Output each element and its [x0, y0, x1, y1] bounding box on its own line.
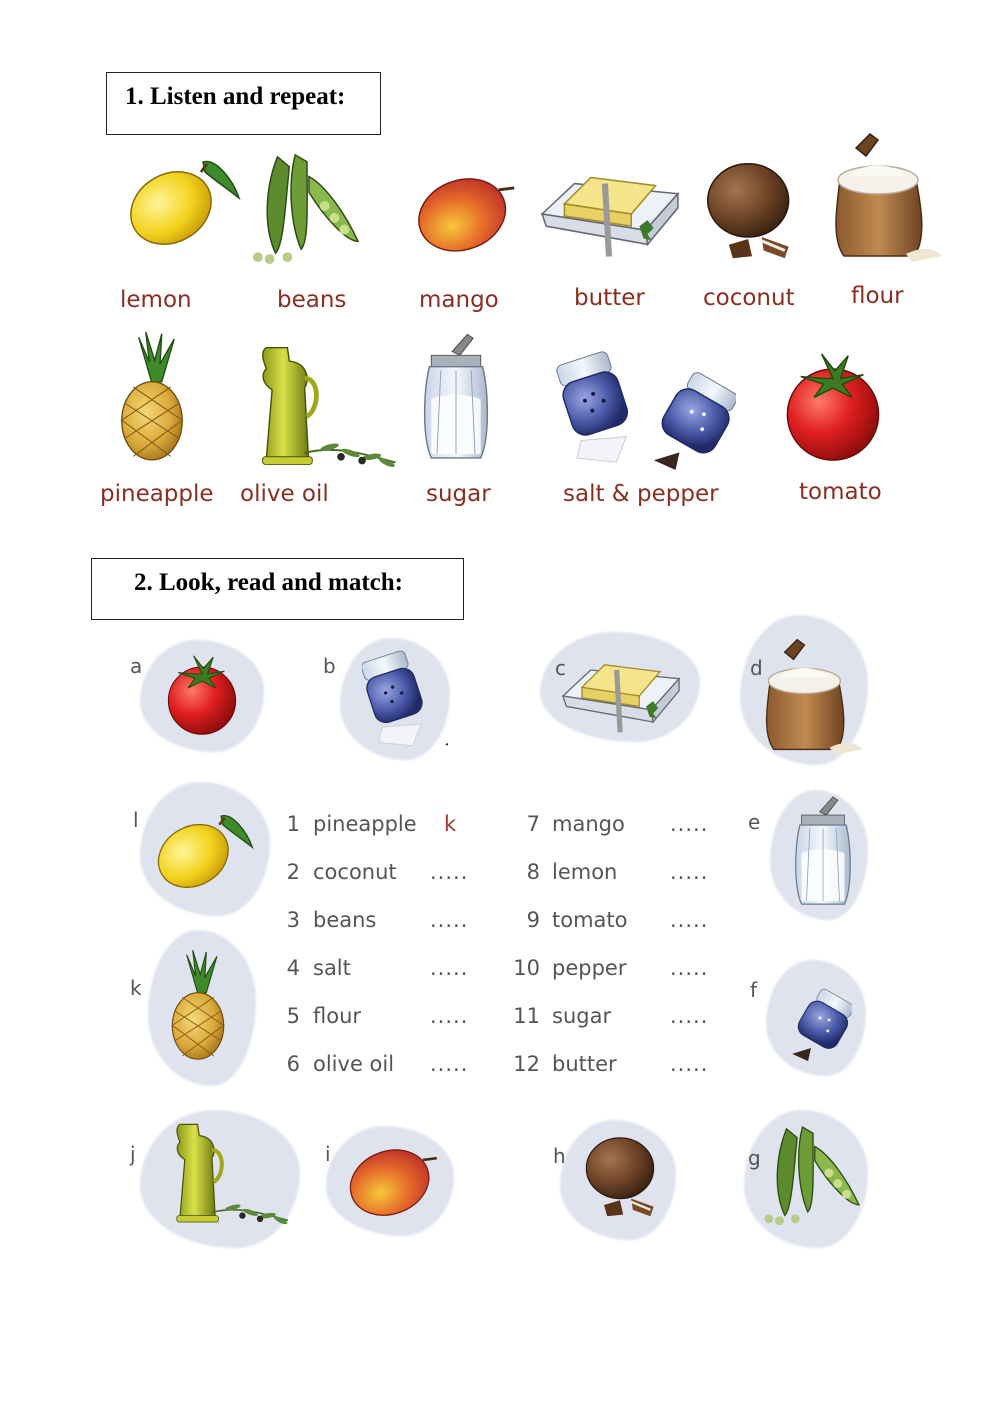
vocab-label-flour: flour	[851, 283, 904, 309]
mango-picture	[414, 168, 520, 256]
pineapple-picture	[112, 322, 192, 468]
picture-d-flour	[750, 636, 866, 762]
lemon-picture	[120, 150, 242, 250]
picture-letter-a: a	[130, 654, 143, 678]
picture-a-tomato	[160, 650, 244, 740]
coconut-picture	[700, 158, 806, 264]
match-number: 4	[286, 956, 300, 980]
match-word: pepper	[552, 956, 627, 980]
match-number: 9	[526, 908, 540, 932]
match-number: 11	[513, 1004, 540, 1028]
match-answer[interactable]: .....	[670, 908, 709, 932]
section2-heading-text: 2. Look, read and match:	[134, 569, 404, 596]
flour-picture	[822, 130, 942, 270]
match-answer[interactable]: .....	[670, 1004, 709, 1028]
match-number: 10	[513, 956, 540, 980]
match-word: mango	[552, 812, 625, 836]
match-answer[interactable]: .....	[670, 1052, 709, 1076]
vocab-label-beans: beans	[277, 287, 347, 313]
picture-letter-d: d	[750, 656, 763, 680]
match-answer[interactable]: .....	[670, 860, 709, 884]
picture-l-lemon	[150, 800, 254, 898]
picture-f-pepper	[774, 984, 864, 1064]
picture-letter-c: c	[555, 656, 566, 680]
match-number: 1	[286, 812, 300, 836]
match-answer[interactable]: .....	[430, 860, 469, 884]
picture-letter-f: f	[750, 978, 758, 1002]
picture-g-beans	[760, 1114, 866, 1232]
match-number: 3	[286, 908, 300, 932]
section1-heading-text: 1. Listen and repeat:	[125, 83, 346, 110]
match-number: 2	[286, 860, 300, 884]
vocab-label-pineapple: pineapple	[100, 481, 214, 507]
tomato-picture	[776, 344, 890, 470]
match-answer[interactable]: .....	[430, 908, 469, 932]
picture-h-coconut	[580, 1130, 668, 1224]
vocab-label-coconut: coconut	[703, 285, 795, 311]
vocab-label-mango: mango	[419, 287, 499, 313]
vocab-label-olive-oil: olive oil	[240, 481, 329, 507]
match-word: lemon	[552, 860, 618, 884]
picture-letter-e: e	[748, 810, 761, 834]
vocab-label-salt-pepper: salt & pepper	[563, 481, 719, 507]
picture-j-olive-oil	[150, 1118, 298, 1230]
match-answer[interactable]: .....	[670, 812, 709, 836]
vocab-label-lemon: lemon	[120, 287, 192, 313]
match-word: flour	[313, 1004, 362, 1028]
picture-e-sugar	[790, 792, 856, 914]
picture-letter-h: h	[553, 1144, 566, 1168]
picture-letter-j: j	[130, 1142, 136, 1166]
picture-letter-l: l	[133, 808, 139, 832]
match-number: 7	[526, 812, 540, 836]
match-answer[interactable]: .....	[430, 956, 469, 980]
picture-i-mango	[346, 1140, 442, 1220]
picture-letter-g: g	[748, 1146, 761, 1170]
match-number: 6	[286, 1052, 300, 1076]
match-word: tomato	[552, 908, 628, 932]
salt-and-pepper-picture	[556, 346, 736, 474]
match-word: olive oil	[313, 1052, 395, 1076]
match-word: coconut	[313, 860, 397, 884]
match-word: sugar	[552, 1004, 612, 1028]
olive-oil-picture	[230, 340, 408, 474]
beans-picture	[248, 140, 366, 272]
match-answer[interactable]: .....	[430, 1052, 469, 1076]
sugar-picture	[418, 332, 494, 466]
match-answer[interactable]: .....	[430, 1004, 469, 1028]
section2-heading	[91, 558, 464, 620]
vocab-label-tomato: tomato	[799, 479, 882, 505]
match-number: 8	[526, 860, 540, 884]
match-word: pineapple	[313, 812, 417, 836]
match-number: 12	[513, 1052, 540, 1076]
picture-letter-k: k	[130, 976, 142, 1000]
vocab-label-butter: butter	[574, 285, 645, 311]
vocab-label-sugar: sugar	[426, 481, 491, 507]
match-word: beans	[313, 908, 377, 932]
picture-letter-b: b	[323, 654, 336, 678]
match-word: butter	[552, 1052, 617, 1076]
section1-heading	[106, 72, 381, 135]
match-number: 5	[286, 1004, 300, 1028]
match-word: salt	[313, 956, 351, 980]
picture-b-salt	[352, 646, 448, 756]
match-answer[interactable]: k	[444, 812, 458, 836]
picture-c-butter	[556, 646, 686, 746]
butter-picture	[534, 162, 686, 266]
match-answer[interactable]: .....	[670, 956, 709, 980]
picture-k-pineapple	[164, 940, 232, 1068]
picture-letter-i: i	[325, 1142, 331, 1166]
